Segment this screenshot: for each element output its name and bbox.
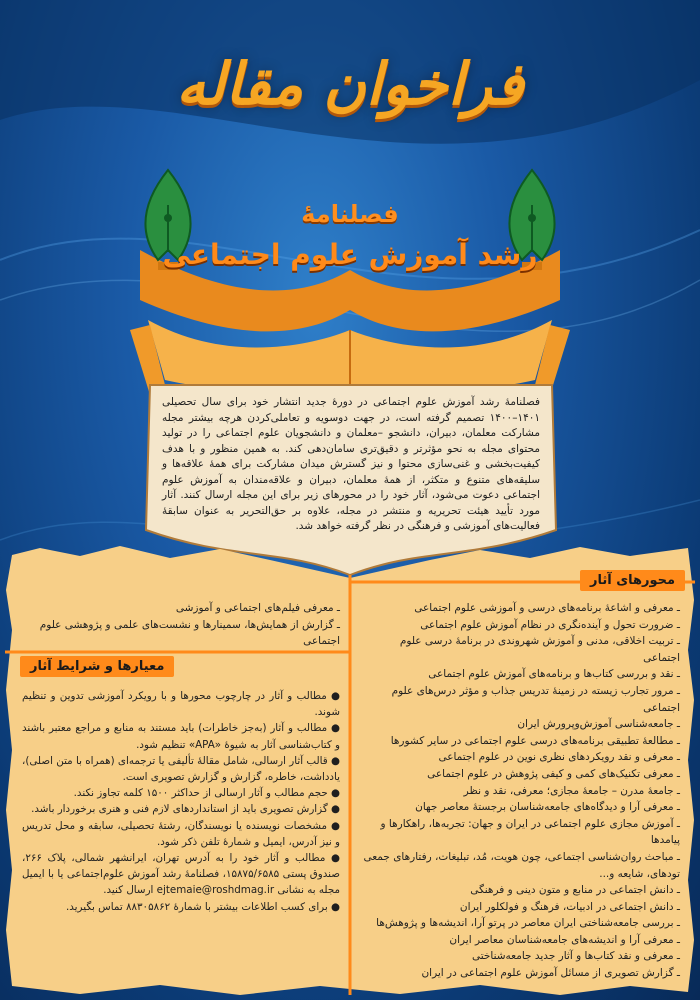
criteria-item: ● مطالب و آثار در چارچوب محورها و با رویکرد آموزشی تدوین و تنظیم شوند. [22,690,340,719]
criteria-item: ● برای کسب اطلاعات بیشتر با شمارهٔ ۸۸۳۰۵۸۶۲ تماس بگیرید. [66,900,340,913]
poster-subtitle-line1: فصلنامهٔ [301,200,399,228]
list-item: ـ معرفی و نقد کتاب‌ها و آثار جدید جامعه‌شناختی [471,950,680,963]
list-item: ـ معرفی فیلم‌های اجتماعی و آموزشی [175,602,340,614]
list-item: ـ معرفی آرا و اندیشه‌های جامعه‌شناسان معاصر ایران [449,933,680,946]
criteria-item: ● مطالب و آثار (به‌جز خاطرات) باید مستند به منابع و مراجع معتبر باشند و کتاب‌شناسی آثار به شیوهٔ «APA» تنظیم شود. [22,722,340,751]
list-item: ـ آموزش مجازی علوم اجتماعی در ایران و جهان: تجربه‌ها، راهکارها و پیامدها [380,817,680,847]
list-item: ـ مطالعهٔ تطبیقی برنامه‌های درسی علوم اجتماعی در سایر کشورها [390,734,680,747]
list-item: ـ ضرورت تحول و آینده‌نگری در نظام آموزش علوم اجتماعی [420,618,680,631]
topics-list-left [22,600,340,650]
criteria-list [22,688,340,915]
list-item: ـ نقد و بررسی کتاب‌ها و برنامه‌های آموزش علوم اجتماعی [428,668,680,681]
list-item: ـ معرفی و اشاعهٔ برنامه‌های درسی و آموزشی علوم اجتماعی [414,602,680,614]
criteria-item: ● قالب آثار ارسالی، شامل مقالهٔ تألیفی یا ترجمه‌ای (همراه با متن اصلی)، یادداشت، خاطره، گزارش و گزارش تصویری است. [22,754,340,784]
list-item: ـ معرفی آرا و دیدگاه‌های جامعه‌شناسان برجستهٔ معاصر جهان [415,801,680,814]
poster-title: فراخوان مقاله [176,50,524,118]
list-item: ـ مباحث روان‌شناسی اجتماعی، چون هویت، مُد، تبلیغات، رفتارهای جمعی تودهای، شایعه و... [363,850,680,880]
criteria-item: ● مشخصات نویسنده یا نویسندگان، رشتهٔ تحصیلی، سابقه و محل تدریس و نیز آدرس، ایمیل و شمارهٔ تلفن ذکر شود. [22,819,340,848]
list-item: ـ دانش اجتماعی در منابع و متون دینی و فرهنگی [470,884,680,897]
list-item: ـ گزارش از همایش‌ها، سمینارها و نشست‌های علمی و پژوهشی علوم اجتماعی [39,618,340,648]
criteria-item: ● مطالب و آثار خود را به آدرس تهران، ایرانشهر شمالی، پلاک ۲۶۶، صندوق پستی ۱۵۸۷۵/۶۵۸۵، فصلنامهٔ رشد آموزش علوم‌اجتماعی یا با ایمیل مجله به نشانی ejtemaie@roshdmag.ir ارسال کنید. [22,852,340,897]
list-item: ـ جامعه‌شناسی آموزش‌وپرورش ایران [517,718,680,731]
poster-subtitle-line2: رشد آموزش علوم اجتماعی [162,238,538,271]
criteria-item: ● گزارش تصویری باید از استانداردهای لازم فنی و هنری برخوردار باشد. [31,803,340,816]
list-item: ـ گزارش تصویری از مسائل آموزش علوم اجتماعی در ایران [421,967,680,980]
criteria-item: ● حجم مطالب و آثار ارسالی از حداکثر ۱۵۰۰ کلمه تجاوز نکند. [73,787,340,800]
intro-text: فصلنامهٔ رشد آموزش علوم اجتماعی در دورهٔ جدید انتشار خود برای سال تحصیلی ۱۴۰۱–۱۴۰۰ تصمیم گرفته است، در جهت دوسویه و تعاملی‌کردن هرچه بیشتر مجله مشارکت معلمان، دبیران، دانشجو –معلمان و دانشجویان علوم اجتماعی را در تولید محتوای مجله به نحو مؤثرتر و دقیق‌تری سامان‌دهی کند. به همین منظور و با هدف کیفیت‌بخشی و غنی‌سازی محتوا و نیز گسترش میدان مشارکت برای همهٔ علاقه‌ها و سلیقه‌های متنوع و متکثر، از همهٔ معلمان، دبیران و علاقه‌مندان به آموزش علوم اجتماعی دعوت می‌شود، آثار خود را در محورهای زیر برای این مجله ارسال کنند. آثار مورد تأیید هیئت تحریریه و منتشر در مجله، علاوه بر حق‌التحریر به عنوان سابقهٔ فعالیت‌های آموزشی و فرهنگی در نظر گرفته خواهد شد. [162,396,540,532]
list-item: ـ دانش اجتماعی در ادبیات، فرهنگ و فولکلور ایران [459,900,680,913]
list-item: ـ مرور تجارب زیسته در زمینهٔ تدریس جذاب و مؤثر درس‌های علوم اجتماعی [391,684,680,714]
criteria-heading: معیارها و شرایط آثار [20,656,174,677]
list-item: ـ معرفی و نقد رویکردهای نظری نوین در علوم اجتماعی [438,751,680,764]
list-item: ـ تربیت اخلاقی، مدنی و آموزش شهروندی در برنامهٔ درسی علوم اجتماعی [399,635,680,664]
list-item: ـ جامعهٔ مدرن – جامعهٔ مجازی؛ معرفی، نقد و نظر [463,784,680,797]
list-item: ـ بررسی جامعه‌شناختی ایران معاصر در پرتو آرا، اندیشه‌ها و پژوهش‌ها [376,917,680,930]
topics-list-right [362,600,680,982]
list-item: ـ معرفی تکنیک‌های کمی و کیفی پژوهش در علوم اجتماعی [427,767,680,780]
topics-heading: محورهای آثار [580,570,685,591]
